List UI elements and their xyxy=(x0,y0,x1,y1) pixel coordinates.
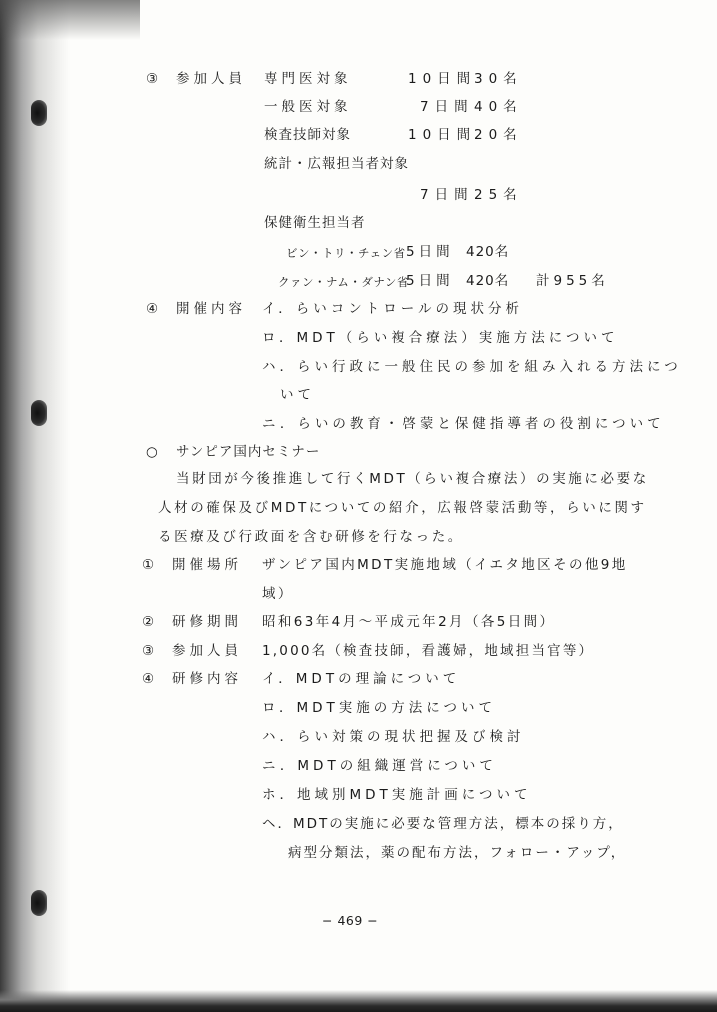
training-item: ホ．地域別MDT実施計画について xyxy=(262,787,532,803)
item-label: 参加人員 xyxy=(172,643,242,659)
content-item: ニ．らいの教育・啓蒙と保健指導者の役割について xyxy=(262,416,665,432)
section-title: サンピア国内セミナー xyxy=(176,444,321,460)
days-value: 10日間 xyxy=(408,127,477,143)
section-bullet: ○ xyxy=(146,444,159,460)
bottom-shadow xyxy=(0,990,717,1012)
item-number: ④ xyxy=(142,671,156,687)
binding-hole xyxy=(31,400,47,426)
paragraph-line: 人材の確保及びMDTについての紹介，広報啓蒙活動等，らいに関す xyxy=(158,500,647,516)
paragraph-line: る医療及び行政面を含む研修を行なった。 xyxy=(158,529,464,545)
province-name: ビン・トリ・チェン省 xyxy=(286,246,406,260)
content-item: ロ．MDT（らい複合療法）実施方法について xyxy=(262,330,619,346)
count-value: 25名 xyxy=(474,187,523,203)
training-item: ハ．らい対策の現状把握及び検討 xyxy=(262,729,525,745)
item-label: 研修期間 xyxy=(172,614,242,630)
venue-value-continued: 域） xyxy=(262,586,294,602)
target-label: 専門医対象 xyxy=(264,71,352,87)
target-label: 保健衛生担当者 xyxy=(264,215,366,231)
target-label: 統計・広報担当者対象 xyxy=(264,156,409,172)
days-value: 10日間 xyxy=(408,71,477,87)
count-value: 20名 xyxy=(474,127,523,143)
item-number: ① xyxy=(142,557,156,573)
count-value: 30名 xyxy=(474,71,523,87)
participants-value: 1,000名（検査技師，看護婦，地域担当官等） xyxy=(262,643,595,659)
target-label: 一般医対象 xyxy=(264,99,352,115)
days-value: 5日間 xyxy=(406,273,454,289)
content-item-continued: いて xyxy=(280,387,315,403)
province-name: クァン・ナム・ダナン省 xyxy=(278,275,409,289)
training-item-continued: 病型分類法，薬の配布方法，フォロー・アップ， xyxy=(288,845,627,861)
training-item: ニ．MDTの組織運営について xyxy=(262,758,497,774)
period-value: 昭和63年4月〜平成元年2月（各5日間） xyxy=(262,614,556,630)
count-value: 420名 xyxy=(466,273,510,289)
top-shadow xyxy=(0,0,140,40)
count-value: 40名 xyxy=(474,99,523,115)
training-item: イ．MDTの理論について xyxy=(262,671,461,687)
item-label: 研修内容 xyxy=(172,671,242,687)
item-number: ④ xyxy=(146,301,160,317)
venue-value: ザンピア国内MDT実施地域（イエタ地区その他9地 xyxy=(262,557,628,573)
binding-shadow xyxy=(0,0,70,1012)
training-item: ヘ．MDTの実施に必要な管理方法，標本の採り方， xyxy=(262,816,624,832)
item-label: 開催内容 xyxy=(176,301,246,317)
item-number: ③ xyxy=(146,71,160,87)
binding-hole xyxy=(31,100,47,126)
total-value: 計955名 xyxy=(536,273,609,289)
days-value: 5日間 xyxy=(406,244,454,260)
item-label: 参加人員 xyxy=(176,71,246,87)
training-item: ロ．MDT実施の方法について xyxy=(262,700,496,716)
binding-hole xyxy=(31,890,47,916)
page-number: − 469 − xyxy=(322,913,379,928)
days-value: 7日間 xyxy=(420,187,474,203)
content-item: イ．らいコントロールの現状分析 xyxy=(262,301,524,317)
item-label: 開催場所 xyxy=(172,557,242,573)
target-label: 検査技師対象 xyxy=(264,127,351,143)
item-number: ② xyxy=(142,614,156,630)
content-item: ハ．らい行政に一般住民の参加を組み入れる方法につ xyxy=(262,359,682,375)
item-number: ③ xyxy=(142,643,156,659)
paragraph-line: 当財団が今後推進して行くMDT（らい複合療法）の実施に必要な xyxy=(176,471,649,487)
days-value: 7日間 xyxy=(420,99,474,115)
count-value: 420名 xyxy=(466,244,510,260)
